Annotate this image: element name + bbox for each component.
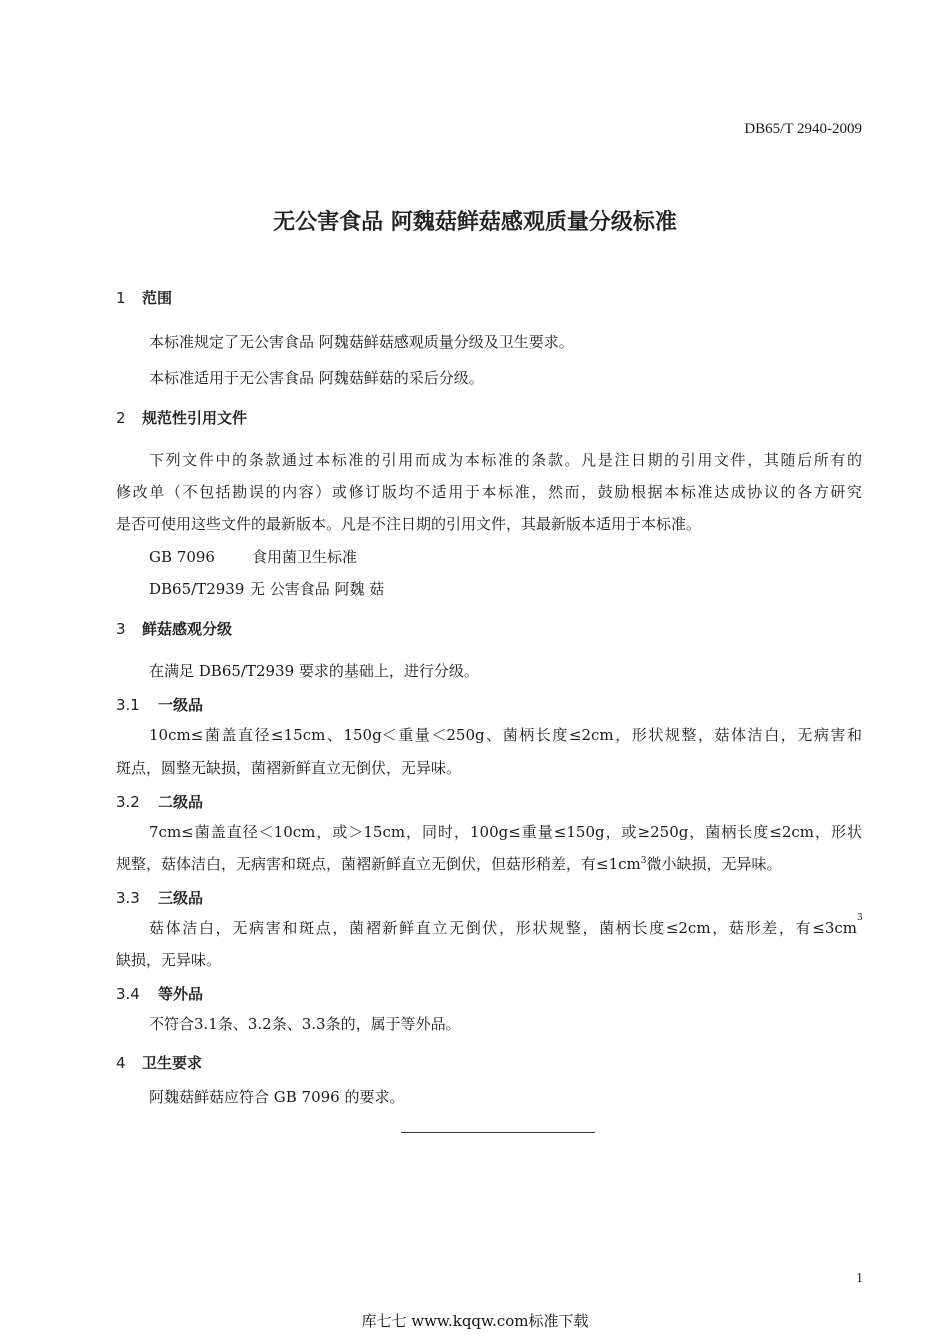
section-number: 2 — [116, 409, 126, 427]
paragraph-line: 7cm≤菌盖直径＜10cm，或＞15cm，同时，100g≤重量≤150g，或≥250g，菌柄长度≤2cm，形状 — [149, 823, 862, 841]
text-run: 微小缺损，无异味。 — [646, 855, 782, 873]
paragraph: 在满足 DB65/T2939 要求的基础上，进行分级。 — [149, 662, 479, 680]
paragraph-line: 缺损，无异味。 — [116, 951, 222, 969]
section-title: 卫生要求 — [142, 1054, 203, 1072]
document-title: 无公害食品 阿魏菇鲜菇感观质量分级标准 — [273, 210, 677, 235]
superscript: 3 — [857, 913, 863, 923]
paragraph: 本标准适用于无公害食品 阿魏菇鲜菇的采后分级。 — [149, 369, 484, 387]
superscript: 3 — [640, 856, 647, 866]
section-3-heading — [116, 618, 232, 639]
page-number: 1 — [856, 1271, 863, 1286]
section-3-1-heading — [116, 694, 203, 715]
reference-name: 食用菌卫生标准 — [252, 548, 358, 566]
section-title: 范围 — [142, 289, 173, 307]
section-number: 3.2 — [116, 793, 140, 811]
section-number: 3.1 — [116, 696, 140, 714]
section-2-heading — [116, 407, 247, 428]
paragraph-line: 修改单（不包括勘误的内容）或修订版均不适用于本标准，然而，鼓励根据本标准达成协议的各方研究 — [116, 483, 862, 501]
section-number: 1 — [116, 289, 126, 307]
reference-name: 无 公害食品 阿魏 菇 — [250, 580, 385, 598]
section-number: 3.4 — [116, 985, 140, 1003]
section-number: 3.3 — [116, 889, 140, 907]
section-title: 等外品 — [158, 985, 204, 1003]
document-code: DB65/T 2940-2009 — [744, 121, 862, 137]
end-rule — [401, 1132, 595, 1133]
paragraph: 不符合3.1条、3.2条、3.3条的，属于等外品。 — [149, 1015, 461, 1033]
paragraph-line: 斑点，圆整无缺损，菌褶新鲜直立无倒伏，无异味。 — [116, 759, 462, 777]
text-run: 规整，菇体洁白，无病害和斑点，菌褶新鲜直立无倒伏，但菇形稍差，有≤1cm — [116, 855, 641, 873]
reference-code: GB 7096 — [149, 548, 215, 566]
paragraph: 阿魏菇鲜菇应符合 GB 7096 的要求。 — [149, 1088, 405, 1106]
section-1-heading — [116, 287, 172, 308]
reference-code: DB65/T2939 — [149, 580, 245, 598]
section-title: 规范性引用文件 — [142, 409, 248, 427]
paragraph-line: 菇体洁白，无病害和斑点，菌褶新鲜直立无倒伏，形状规整，菌柄长度≤2cm，菇形差，有≤3cm — [149, 919, 857, 937]
paragraph-line — [116, 855, 782, 876]
paragraph: 本标准规定了无公害食品 阿魏菇鲜菇感观质量分级及卫生要求。 — [149, 333, 574, 351]
section-number: 3 — [116, 620, 126, 638]
section-3-2-heading — [116, 791, 203, 812]
section-number: 4 — [116, 1054, 126, 1072]
section-title: 二级品 — [158, 793, 204, 811]
section-title: 一级品 — [158, 696, 204, 714]
section-title: 三级品 — [158, 889, 204, 907]
paragraph-line: 下列文件中的条款通过本标准的引用而成为本标准的条款。凡是注日期的引用文件，其随后所有的 — [149, 451, 862, 469]
section-4-heading — [116, 1052, 202, 1073]
section-title: 鲜菇感观分级 — [142, 620, 233, 638]
paragraph-line: 是否可使用这些文件的最新版本。凡是不注日期的引用文件，其最新版本适用于本标准。 — [116, 515, 702, 533]
footer-watermark: 库七七 www.kqqw.com标准下载 — [361, 1312, 589, 1330]
section-3-4-heading — [116, 983, 203, 1004]
section-3-3-heading — [116, 887, 203, 908]
paragraph-line: 10cm≤菌盖直径≤15cm、150g＜重量＜250g、菌柄长度≤2cm，形状规整，菇体洁白，无病害和 — [149, 726, 862, 744]
